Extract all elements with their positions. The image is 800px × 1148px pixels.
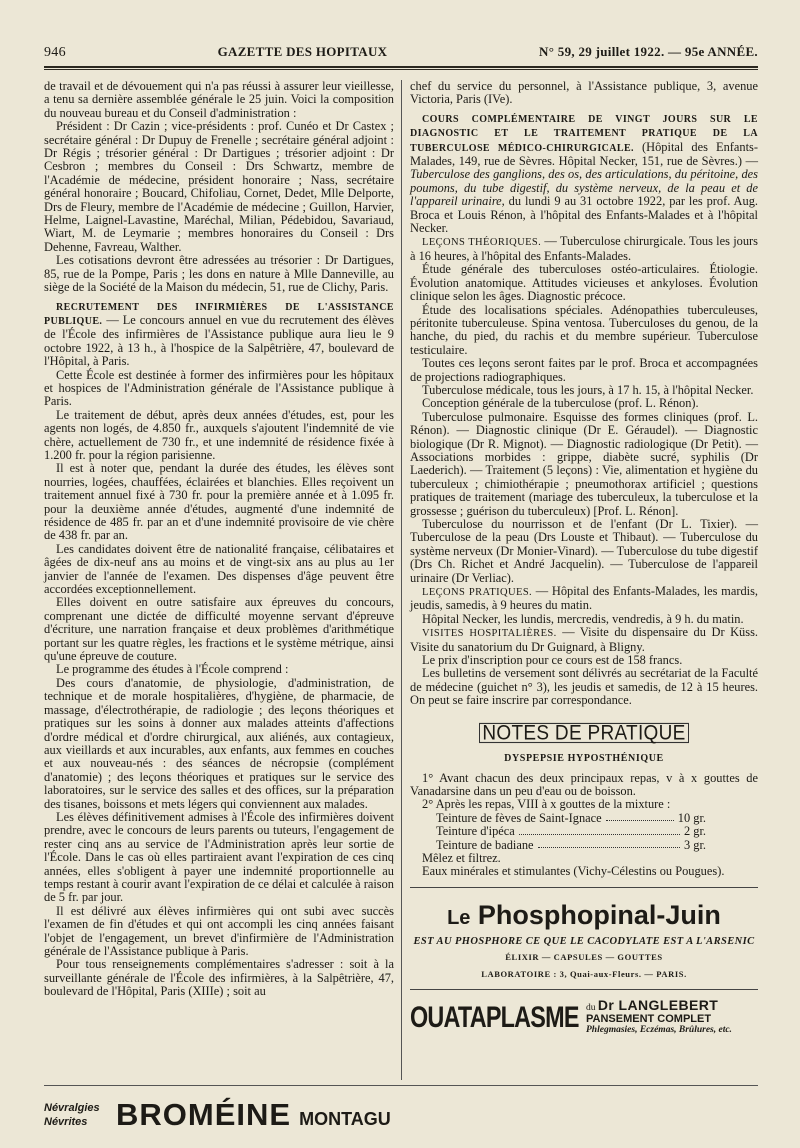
- paragraph-italic: Tuberculose des ganglions, des os, des articulations, du péritoine, des poumons, du tube digestif, du système nerveux, de la peau et de l'appareil urinaire,: [410, 167, 758, 209]
- paragraph: Des cours d'anatomie, de physiologie, d'administration, de technique et de morale hospitalières, d'hygiène, de pharmacie, de massage, d'électrothérapie, de radiologie ; des leçons théoriques et pratiques sur les soins à donner aux malades atteints d'affections d'ordre médical et d'ordre chirurgical, aux aliénés, aux contagieux, aux vieillards et aux incurables, aux enfants, aux femmes en couches et aux nouveau-nés : des séances de nécropsie (complément d'anatomie) ; des leçons théoriques et pratiques sur le service des laboratoires, sur le service des salles et des offices, sur la préparation des tisanes, boissons et mets légers qui conviennent aux malades.: [44, 675, 394, 811]
- paragraph: Président : Dr Cazin ; vice-présidents : prof. Cunéo et Dr Castex ; secrétaire général : Dr Dupuy de Frenelle ; secrétaire général adjoint : Dr Régis ; trésorier général : Dr Dartigues ; trésorier adjoint : Dr Cesbron ; membres du Conseil : Drs Schwartz, membre de l'Académie de médecine, président honoraire ; Nass, secrétaire général honoraire ; Boucard, Chifoliau, Cornet, Dedet, Mlle Delporte, Drs de Fleury, membre de l'Académie de médecine ; Guillon, Harvier, Helme, Laignel-Lavastine, Maréchal, Milian, Pédebidou, Savariaud, Wiart, M. de Leymarie ; membres honoraires du Conseil : Drs Dehenne, Favreau, Walther.: [44, 119, 394, 254]
- subsection-heading: LEÇONS PRATIQUES.: [422, 587, 533, 599]
- paragraph: Le prix d'inscription pour ce cours est de 158 francs.: [422, 653, 683, 668]
- paragraph-text: du lundi 9 au 31 octobre 1922, par les prof. Aug. Broca et Louis Rénon, à l'hôpital des Enfants-Malades et à l'hôpital Necker.: [410, 194, 758, 236]
- advert-laboratory: LABORATOIRE : 3, Quai-aux-Fleurs. — PARIS.: [481, 968, 687, 979]
- notes-subtitle: DYSPEPSIE HYPOSTHÉNIQUE: [504, 753, 664, 765]
- advert-product: OUATAPLASME: [410, 1001, 579, 1035]
- recipe-line: [436, 839, 706, 852]
- paragraph: de travail et de dévouement qui n'a pas réussi à assurer leur vieillesse, a tenu sa dernière assemblée générale le 25 juin. Voici la composition du nouveau bureau et du Conseil d'administration :: [44, 79, 394, 120]
- subsection-heading: VISITES HOSPITALIÈRES.: [422, 628, 557, 640]
- paragraph-text: — Visite du dispensaire du Dr Küss. Visite du sanatorium du Dr Guignard, à Bligny.: [410, 625, 758, 654]
- paragraph: Les élèves définitivement admises à l'École des infirmières doivent prendre, avec le concours de leurs parents ou tuteurs, l'engagement de rester cinq ans au service de l'Administration après leur sortie de l'École. Dans le cas où elles partiraient avant l'expiration de ces cinq années, elles s'obligent à payer une indemnité proportionnelle au temps restant à courir avant l'expiration de ce délai et calculée à raison de 5 fr. par jour.: [44, 809, 394, 905]
- section-paragraph: [410, 626, 758, 654]
- paragraph: Tuberculose pulmonaire. Esquisse des formes cliniques (prof. L. Rénon). — Diagnostic clinique (Dr E. Géraudel). — Diagnostic biologique (Dr R. Mignot). — Diagnostic radiologique (Dr Petit). — Associations morbides : grippe, diabète sucré, syphilis (Dr Laederich). — Traitement (5 leçons) : Vie, alimentation et hygiène du tuberculeux ; chimiothérapie ; pneumothorax artificiel ; questions pratiques de traitement (mariage des tuberculeux, la tuberculose et la grossesse ; guérison du tuberculeux) [Prof. L. Rénon].: [410, 409, 758, 518]
- section-paragraph: [410, 112, 758, 236]
- paragraph: Pour tous renseignements complémentaires s'adresser : soit à la surveillante générale de l'École des infirmières, à la Salpêtrière, 47, boulevard de l'Hôpital, Paris (XIIIe) ; soit au: [44, 957, 394, 999]
- paragraph: Elles doivent en outre satisfaire aux épreuves du concours, comprenant une dictée de difficulté moyenne servant d'épreuve d'écriture, une narration française et deux problèmes d'arithmétique portant sur les quatre règles, les fractions et le système métrique, ainsi qu'une épreuve de couture.: [44, 595, 394, 664]
- paragraph: 2° Après les repas, VIII à x gouttes de la mixture :: [422, 797, 671, 812]
- section-paragraph: [44, 300, 394, 369]
- page-header: [44, 44, 758, 66]
- advert-uses: Phlegmasies, Eczémas, Brûlures, etc.: [586, 1024, 732, 1035]
- advert-maker: Dr LANGLEBERT: [597, 996, 719, 1013]
- section-paragraph: [410, 585, 758, 613]
- paragraph: Hôpital Necker, les lundis, mercredis, vendredis, à 9 h. du matin.: [422, 611, 744, 626]
- paragraph: Il est délivré aux élèves infirmières qui ont subi avec succès l'examen de fin d'études et qui ont accompli les cinq années faisant l'objet de l'engagement, un brevet d'infirmière de l'Administration générale de l'Assistance publique à Paris.: [44, 903, 394, 958]
- column-divider: [401, 80, 402, 1080]
- advert-tagline: EST AU PHOSPHORE CE QUE LE CACODYLATE EST A L'ARSENIC: [413, 935, 755, 947]
- recipe-ingredient: Teinture d'ipéca: [436, 824, 515, 839]
- paragraph: Mêlez et filtrez.: [422, 850, 501, 865]
- paragraph: Eaux minérales et stimulantes (Vichy-Célestins ou Pougues).: [422, 864, 725, 879]
- paragraph: Le programme des études à l'École comprend :: [56, 662, 289, 677]
- advert-forms: ÉLIXIR — CAPSULES — GOUTTES: [505, 952, 663, 963]
- header-rule: [44, 66, 758, 70]
- leader-dots: [538, 839, 680, 848]
- issue-info: N° 59, 29 juillet 1922. — 95e ANNÉE.: [539, 44, 758, 59]
- ouataplasme-advert: [410, 996, 758, 1036]
- paragraph: Toutes ces leçons seront faites par le prof. Broca et accompagnées de projections radiographiques.: [410, 356, 758, 384]
- paragraph: Étude générale des tuberculoses ostéo-articulaires. Étiologie. Évolution anatomique. Attitudes vicieuses et ankyloses. Évolution clinique selon les âges. Diagnostic précoce.: [410, 262, 758, 304]
- phosphopinal-advert: [410, 900, 758, 981]
- paragraph: Tuberculose médicale, tous les jours, à 17 h. 15, à l'hôpital Necker.: [422, 382, 754, 397]
- paragraph: Il est à noter que, pendant la durée des études, les élèves sont nourries, logées, chauffées, éclairées et blanchies. Elles reçoivent un traitement annuel fixé à 730 fr. pour la première année et à 1.095 fr. pour la deuxième année d'études, augmenté d'une indemnité de résidence de 485 fr. par an et d'une indemnité provisoire de vie chère de 438 fr. par an.: [44, 461, 394, 543]
- page-number: 946: [44, 45, 66, 60]
- subsection-heading: LEÇONS THÉORIQUES.: [422, 237, 542, 249]
- recipe-list: [436, 812, 706, 852]
- leader-dots: [606, 812, 674, 821]
- recipe-ingredient: Teinture de fèves de Saint-Ignace: [436, 810, 602, 825]
- advert-brand: [410, 900, 758, 933]
- notes-section-title: NOTES DE PRATIQUE: [479, 723, 689, 744]
- recipe-line: [436, 825, 706, 838]
- paragraph-text: — Le concours annuel en vue du recrutement des élèves de l'École des infirmières de l'Assistance publique aura lieu le 9 octobre 1922, à 13 h., à l'hospice de la Salpêtrière, 47, boulevard de l'Hôpital, à Paris.: [44, 312, 394, 369]
- section-heading: COURS COMPLÉMENTAIRE DE VINGT JOURS SUR LE DIAGNOSTIC ET LE TRAITEMENT PRATIQUE DE LA TUBERCULOSE MÉDICO-CHIRURGICALE.: [410, 113, 758, 154]
- advert-brand-name: Phosphopinal-Juin: [477, 899, 721, 930]
- advert-kind: PANSEMENT COMPLET: [586, 1012, 712, 1025]
- advert-maker-line: [586, 996, 732, 1014]
- paragraph: 1° Avant chacun des deux principaux repas, v à x gouttes de Vanadarsine dans un peu d'eau ou de boisson.: [410, 770, 758, 798]
- divider-rule: [410, 887, 758, 888]
- advert-indications: [44, 1101, 116, 1129]
- paragraph: Les cotisations devront être adressées au trésorier : Dr Dartigues, 85, rue de la Pompe, Paris ; les dons en nature à Mlle Danneville, au siège de la Société de la Maison du médecin, 51, rue de Clichy, Paris.: [44, 253, 394, 295]
- paragraph: Le traitement de début, après deux années d'études, est, pour les agents non logés, de 4.850 fr., auxquels s'ajoutent l'indemnité de vie chère, actuellement de 730 fr., et une indemnité de résidence fixée à 1.200 fr. pour la région parisienne.: [44, 407, 394, 462]
- bromeine-advert: [44, 1090, 394, 1140]
- recipe-ingredient: Teinture de badiane: [436, 837, 534, 852]
- paragraph: Cette École est destinée à former des infirmières pour les hôpitaux et hospices de l'Administration générale de l'Assistance publique à Paris.: [44, 367, 394, 409]
- recipe-quantity: 3 gr.: [683, 837, 706, 852]
- section-heading: RECRUTEMENT DES INFIRMIÈRES DE L'ASSISTANCE PUBLIQUE.: [44, 301, 394, 327]
- paragraph: Conception générale de la tuberculose (prof. L. Rénon).: [422, 396, 699, 411]
- paragraph: chef du service du personnel, à l'Assistance publique, 3, avenue Victoria, Paris (IVe).: [410, 79, 758, 107]
- leader-dots: [519, 825, 680, 834]
- advert-indication: Névralgies: [44, 1102, 100, 1114]
- section-paragraph: [410, 235, 758, 263]
- advert-article: Le: [447, 906, 471, 929]
- recipe-quantity: 10 gr.: [677, 810, 706, 825]
- advert-indication: Névrites: [44, 1116, 88, 1128]
- advert-brand: BROMÉINE: [116, 1097, 292, 1132]
- divider-rule: [410, 989, 758, 990]
- bottom-rule: [44, 1085, 758, 1086]
- journal-title: GAZETTE DES HOPITAUX: [217, 44, 388, 59]
- right-column: [410, 80, 758, 1036]
- advert-maker: MONTAGU: [299, 1108, 391, 1129]
- paragraph: Tuberculose du nourrisson et de l'enfant (Dr L. Tixier). — Tuberculose de la peau (Drs Louste et Thibaut). — Tuberculose du système nerveux (Dr Monier-Vinard). — Tuberculose du tube digestif (Drs Ch. Richet et André Jacquelin). — Tuberculose de l'appareil urinaire (Dr Verliac).: [410, 517, 758, 585]
- recipe-quantity: 2 gr.: [683, 824, 706, 839]
- left-column: [44, 80, 394, 999]
- paragraph: Les bulletins de versement sont délivrés au secrétariat de la Faculté de médecine (guichet n° 3), les jeudis et samedis, de 12 à 15 heures. On peut se faire inscrire par correspondance.: [410, 666, 758, 708]
- advert-du: du: [586, 1002, 596, 1013]
- paragraph: Les candidates doivent être de nationalité française, célibataires et âgées de dix-neuf ans au moins et de vingt-six ans au plus au 1er janvier de l'année de l'examen. Des dispenses d'âge peuvent être accordées exceptionnellement.: [44, 541, 394, 597]
- paragraph-text: (Hôpital des Enfants-Malades, 149, rue de Sèvres. Hôpital Necker, 151, rue de Sèvres.) —: [410, 139, 759, 169]
- recipe-line: [436, 812, 706, 825]
- paragraph-text: — Hôpital des Enfants-Malades, les mardis, jeudis, samedis, à 9 heures du matin.: [410, 584, 759, 613]
- paragraph: Étude des localisations spéciales. Adénopathies tuberculeuses, péritonite tuberculeuse. Spina ventosa. Tuberculoses du genou, de la hanche, du pied, du rachis et du membre supérieur. Tuberculose testiculaire.: [410, 302, 758, 357]
- advert-details: [586, 996, 732, 1036]
- paragraph-text: — Tuberculose chirurgicale. Tous les jours à 16 heures, à l'hôpital des Enfants-Malades.: [410, 234, 758, 263]
